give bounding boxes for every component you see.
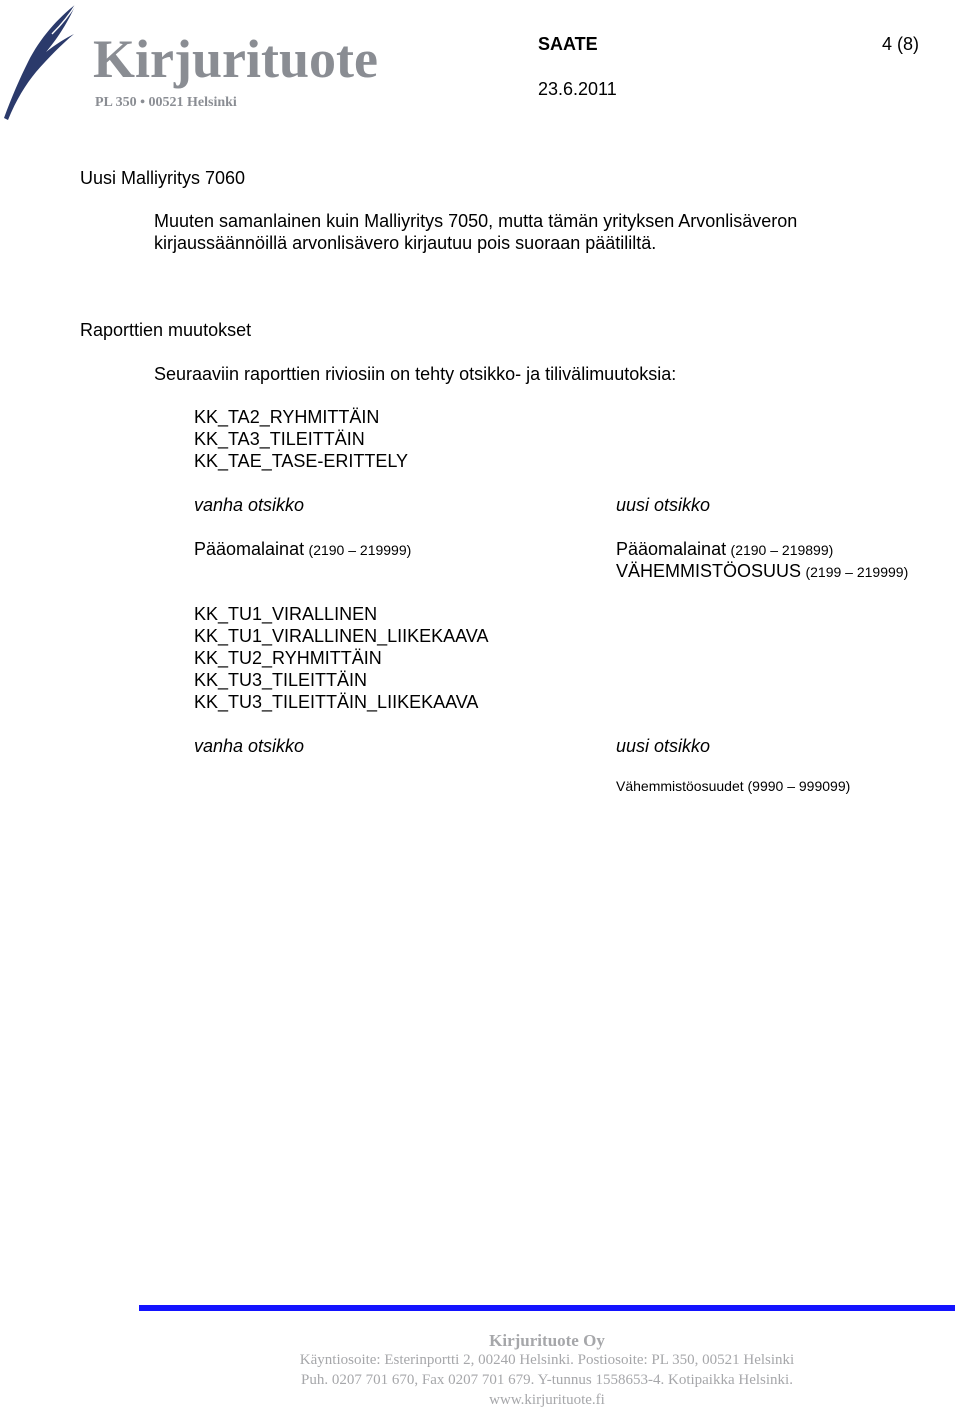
new-heading-row: Vähemmistöosuudet (9990 – 999099)	[616, 778, 851, 794]
new-heading-label: uusi otsikko	[616, 736, 711, 756]
document-type: SAATE	[538, 34, 598, 54]
account-range: (2190 – 219999)	[308, 542, 412, 558]
new-heading-label: uusi otsikko	[616, 495, 711, 515]
old-heading-label: vanha otsikko	[194, 736, 305, 756]
report-name: KK_TU1_VIRALLINEN	[194, 604, 378, 624]
footer-address: Käyntiosoite: Esterinportti 2, 00240 Helsinki. Postiosoite: PL 350, 00521 Helsinki	[299, 1352, 795, 1368]
report-name: KK_TU3_TILEITTÄIN_LIIKEKAAVA	[194, 692, 479, 712]
logo-wordmark: Kirjurituote	[93, 29, 378, 89]
account-range: (2190 – 219899)	[730, 542, 834, 558]
report-name: KK_TU3_TILEITTÄIN	[194, 670, 368, 690]
company-logo	[0, 0, 390, 125]
quill-icon	[0, 0, 90, 125]
paragraph-line: Muuten samanlainen kuin Malliyritys 7050, mutta tämän yrityksen Arvonlisäveron	[154, 211, 798, 231]
report-name: KK_TU1_VIRALLINEN_LIIKEKAAVA	[194, 626, 489, 646]
footer-divider	[139, 1305, 955, 1311]
document-date: 23.6.2011	[538, 79, 617, 99]
logo-address: PL 350 • 00521 Helsinki	[95, 95, 237, 110]
report-name: KK_TU2_RYHMITTÄIN	[194, 648, 382, 668]
footer-company: Kirjurituote Oy	[489, 1331, 605, 1350]
paragraph-line: Seuraaviin raporttien riviosiin on tehty otsikko- ja tilivälimuutoksia:	[154, 364, 677, 384]
new-heading-row	[616, 538, 833, 560]
old-heading-label: vanha otsikko	[194, 495, 305, 515]
report-name: KK_TA3_TILEITTÄIN	[194, 429, 365, 449]
section-title: Uusi Malliyritys 7060	[80, 168, 246, 188]
page-number: 4 (8)	[882, 34, 920, 54]
footer-contact: Puh. 0207 701 670, Fax 0207 701 679. Y-tunnus 1558653-4. Kotipaikka Helsinki.	[301, 1372, 793, 1388]
section-title: Raporttien muutokset	[80, 320, 252, 340]
footer-website: www.kirjurituote.fi	[489, 1392, 605, 1408]
old-heading-row	[194, 538, 411, 560]
new-heading-row	[616, 560, 908, 582]
paragraph-line: kirjaussäännöillä arvonlisävero kirjautuu pois suoraan päätililtä.	[154, 233, 657, 253]
account-name: Pääomalainat	[194, 539, 305, 559]
report-name: KK_TA2_RYHMITTÄIN	[194, 407, 380, 427]
account-range: (2199 – 219999)	[805, 564, 909, 580]
account-name: Pääomalainat	[616, 539, 727, 559]
report-name: KK_TAE_TASE-ERITTELY	[194, 451, 409, 471]
account-name: VÄHEMMISTÖOSUUS	[616, 561, 802, 581]
